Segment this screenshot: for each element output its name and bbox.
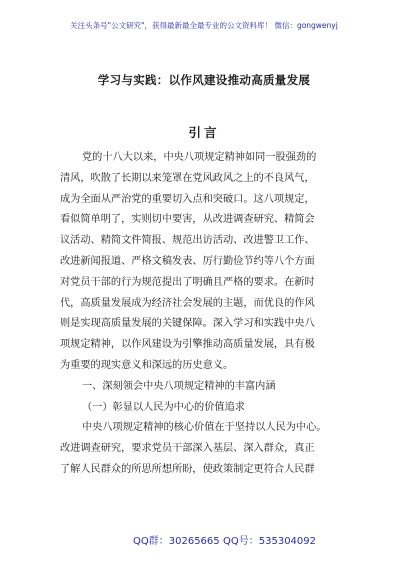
footer-qq-group: QQ群：30265665 <box>133 536 220 547</box>
paragraph-line: 看似简单明了，实则切中要害，从改进调查研究、精简会 <box>60 214 315 226</box>
document-body <box>60 148 365 481</box>
document-title: 学习与实践：以作风建设推动高质量发展 <box>97 73 311 87</box>
paragraph-line: 了解人民群众的所思所想所盼，使政策制定更符合人民群 <box>60 463 315 475</box>
paragraph-line: 党的十八大以来，中央八项规定精神如同一股强劲的 <box>82 152 317 163</box>
paragraph-line: 代，高质量发展成为经济社会发展的主题，而优良的作风 <box>60 297 315 309</box>
subheading-level-2: （一）彰显以人民为中心的价值追求 <box>82 401 245 413</box>
paragraph-line: 为重要的现实意义和深远的历史意义。 <box>60 359 234 371</box>
paragraph-line: 清风，吹散了长期以来笼罩在党风政风之上的不良风气， <box>60 172 315 184</box>
paragraph-line: 对党员干部的行为规范提出了明确且严格的要求。在新时 <box>60 276 315 288</box>
paragraph-line: 项规定精神，以作风建设为引擎推动高质量发展，具有极 <box>60 339 315 351</box>
paragraph-line: 则是实现高质量发展的关键保障。深入学习和实践中央八 <box>60 318 315 330</box>
header-notice: 关注头条号"公文研究"，获得最新最全最专业的公文资料库！ 微信：gongwenyj <box>70 21 338 30</box>
paragraph-line: 议活动、精简文件简报、规范出访活动、改进警卫工作、 <box>60 235 315 247</box>
section-heading: 引言 <box>188 125 220 140</box>
paragraph-line: 成为全面从严治党的重要切入点和突破口。这八项规定， <box>60 193 315 205</box>
paragraph-line: 改进新闻报道、严格文稿发表、厉行勤俭节约等八个方面 <box>60 255 315 267</box>
paragraph-line: 改进调查研究，要求党员干部深入基层、深入群众，真正 <box>60 443 315 455</box>
footer-qq-number: QQ号：535304092 <box>223 536 317 547</box>
paragraph-line: 中央八项规定精神的核心价值在于坚持以人民为中心。 <box>82 422 327 434</box>
subheading-level-1: 一、深刻领会中央八项规定精神的丰富内涵 <box>82 380 276 392</box>
